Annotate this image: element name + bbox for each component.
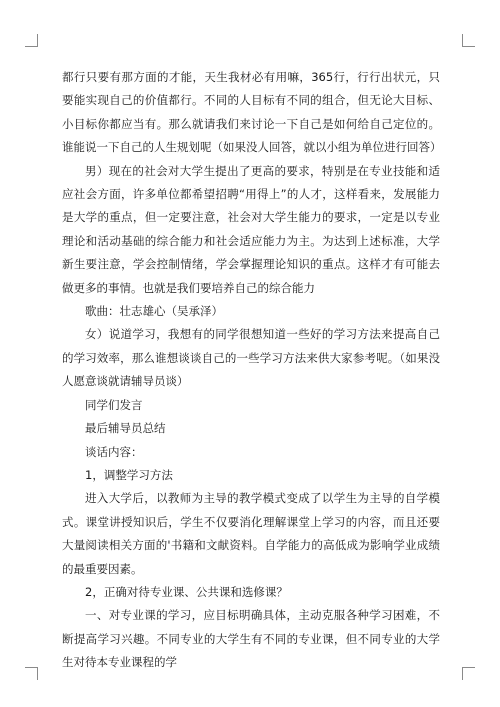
paragraph-heading-courses: 2，正确对待专业课、公共课和选修课？ [85, 584, 288, 599]
paragraph-song: 歌曲：壮志雄心（吴承泽） [85, 304, 223, 319]
paragraph-major-courses: 一、对专业课的学习，应目标明确具体，主动克服各种学习困难，不断提高学习兴趣。不同专业的大学生有不同的专业课，但不同专业的大学生对待本专业课程的学 [62, 608, 440, 670]
crop-mark-bottom-right [462, 667, 475, 680]
paragraph-heading-study-method: 1，调整学习方法 [85, 467, 173, 482]
crop-mark-top-left [25, 34, 38, 47]
paragraph-male-host-abilities: 男）现在的社会对大学生提出了更高的要求，特别是在专业技能和适应社会方面，许多单位都希望招聘“用得上”的人才，这样看来，发展能力是大学的重点，但一定要注意，社会对大学生能力的要求，一定是以专业理论和活动基础的综合能力和社会适应能力为主。为达到上述标准，大学新生要注意，学会控制情绪，学会掌握理论知识的重点。这样才有可能去做更多的事情。也就是我们要培养自己的综合能力 [62, 163, 440, 295]
paragraph-self-study: 进入大学后，以教师为主导的教学模式变成了以学生为主导的自学模式。课堂讲授知识后，学生不仅要消化理解课堂上学习的内容，而且还要大量阅读相关方面的'书籍和文献资料。自学能力的高低成为影响学业成绩的最重要因素。 [62, 491, 440, 576]
crop-mark-top-right [462, 34, 475, 47]
paragraph-talk-content: 谈话内容： [85, 444, 143, 459]
paragraph-female-host-study: 女）说道学习，我想有的同学很想知道一些好的学习方法来提高自己的学习效率，那么谁想谈谈自己的一些学习方法来供大家参考呢。（如果没人愿意谈就请辅导员谈） [62, 327, 440, 389]
crop-mark-bottom-left [25, 667, 38, 680]
paragraph-students-speak: 同学们发言 [85, 397, 143, 412]
document-body [62, 66, 440, 675]
paragraph-counselor-summary: 最后辅导员总结 [85, 421, 166, 436]
paragraph-career-positioning: 都行只要有那方面的才能，天生我材必有用嘛，365行，行行出状元，只要能实现自己的价值都行。不同的人目标有不同的组合，但无论大目标、小目标你都应当有。那么就请我们来讨论一下自己是如何给自己定位的。谁能说一下自己的人生规划呢（如果没人回答，就以小组为单位进行回答） [62, 70, 442, 155]
